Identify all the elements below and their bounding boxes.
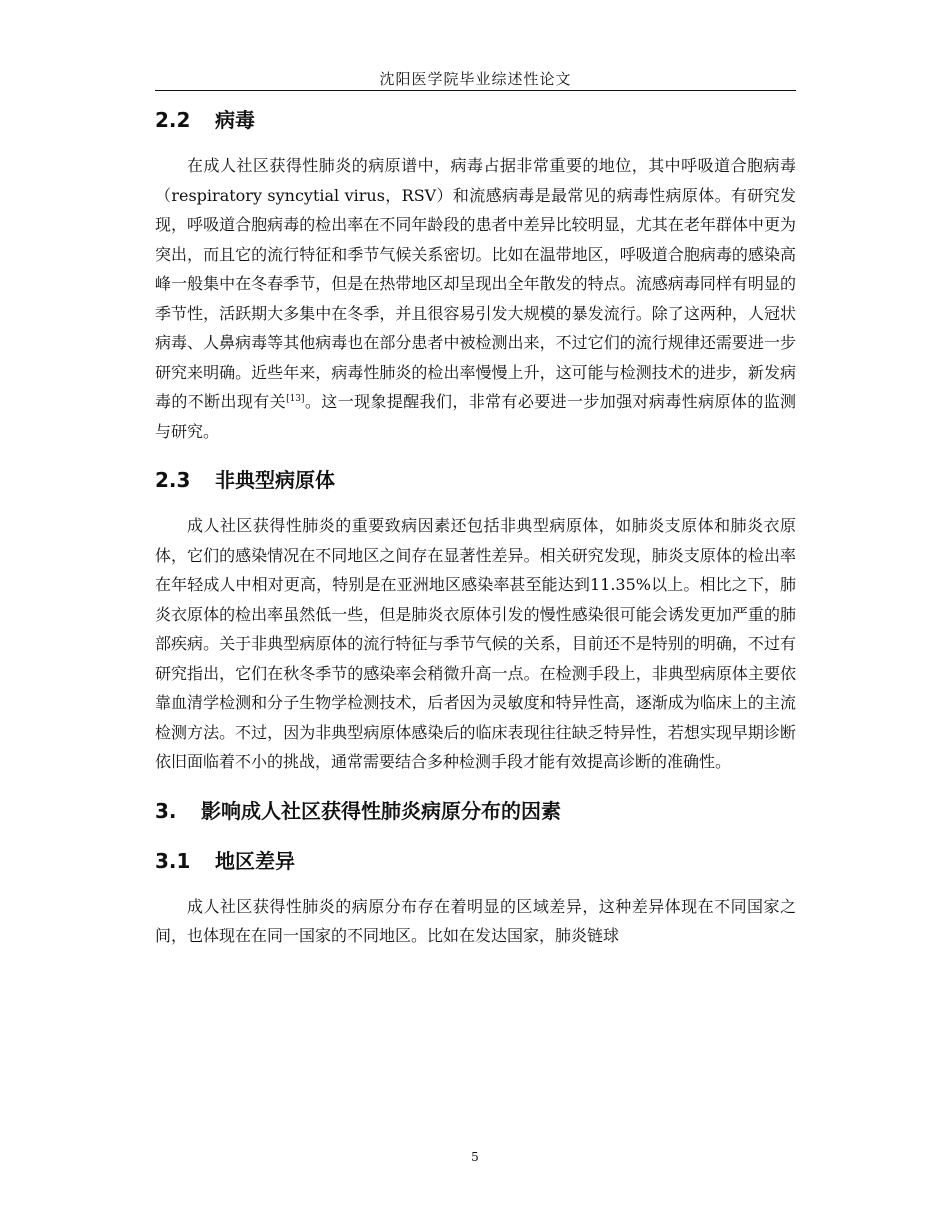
section-number: 2.3 (155, 468, 191, 492)
page-number: 5 (471, 1150, 479, 1164)
section-heading-3-1 (155, 847, 796, 875)
section-number: 2.2 (155, 108, 191, 132)
section-title: 地区差异 (215, 848, 295, 873)
paragraph-regional-differences: 成人社区获得性肺炎的病原分布存在着明显的区域差异，这种差异体现在不同国家之间，也体现在在同一国家的不同地区。比如在发达国家，肺炎链球 (155, 896, 796, 945)
chapter-heading-3 (155, 797, 796, 825)
section-number: 3.1 (155, 848, 191, 873)
chapter-number: 3. (155, 798, 177, 823)
section-title: 非典型病原体 (215, 468, 335, 492)
paragraph-text-end: 。这一现象提醒我们，非常有必要进一步加强对病毒性病原体的监测与研究。 (155, 392, 796, 441)
chapter-title: 影响成人社区获得性肺炎病原分布的因素 (201, 798, 561, 823)
paragraph-viruses (155, 151, 796, 446)
citation-ref: [13] (286, 394, 305, 404)
section-heading-2-2 (155, 106, 796, 134)
section-title: 病毒 (215, 108, 255, 132)
running-header: 沈阳医学院毕业综述性论文 (155, 68, 796, 91)
page-content (155, 106, 796, 951)
section-heading-2-3 (155, 466, 796, 494)
paragraph-atypical-pathogens: 成人社区获得性肺炎的重要致病因素还包括非典型病原体，如肺炎支原体和肺炎衣原体，它们的感染情况在不同地区之间存在显著性差异。相关研究发现，肺炎支原体的检出率在年轻成人中相对更高，特别是在亚洲地区感染率甚至能达到11.35%以上。相比之下，肺炎衣原体的检出率虽然低一些，但是肺炎衣原体引发的慢性感染很可能会诱发更加严重的肺部疾病。关于非典型病原体的流行特征与季节气候的关系，目前还不是特别的明确，不过有研究指出，它们在秋冬季节的感染率会稍微升高一点。在检测手段上，非典型病原体主要依靠血清学检测和分子生物学检测技术，后者因为灵敏度和特异性高，逐渐成为临床上的主流检测方法。不过，因为非典型病原体感染后的临床表现往往缺乏特异性，若想实现早期诊断依旧面临着不小的挑战，通常需要结合多种检测手段才能有效提高诊断的准确性。 (155, 516, 796, 771)
paragraph-text: 在成人社区获得性肺炎的病原谱中，病毒占据非常重要的地位，其中呼吸道合胞病毒（respiratory syncytial virus，RSV）和流感病毒是最常见的病毒性病原体。有研究发现，呼吸道合胞病毒的检出率在不同年龄段的患者中差异比较明显，尤其在老年群体中更为突出，而且它的流行特征和季节气候关系密切。比如在温带地区，呼吸道合胞病毒的感染高峰一般集中在冬春季节，但是在热带地区却呈现出全年散发的特点。流感病毒同样有明显的季节性，活跃期大多集中在冬季，并且很容易引发大规模的暴发流行。除了这两种，人冠状病毒、人鼻病毒等其他病毒也在部分患者中被检测出来，不过它们的流行规律还需要进一步研究来明确。近些年来，病毒性肺炎的检出率慢慢上升，这可能与检测技术的进步，新发病毒的不断出现有关 (155, 156, 796, 411)
